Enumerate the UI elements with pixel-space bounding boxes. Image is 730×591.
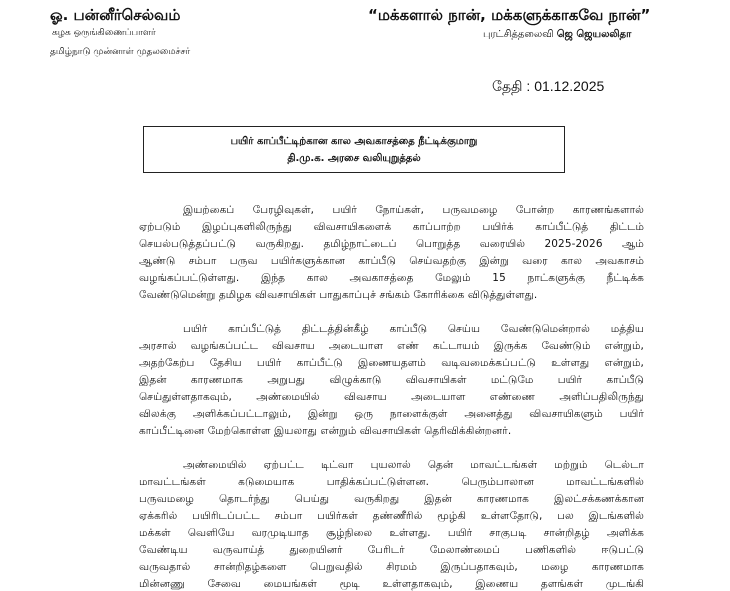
paragraph-2-line: அரசால் வழங்கப்பட்ட விவசாய அடையாள எண் கட்டாயம் இருக்க வேண்டும் என்றும்,	[139, 340, 644, 352]
paragraph-2-line: காப்பீட்டினை மேற்கொள்ள இயலாது என்றும் விவசாயிகள் தெரிவிக்கின்றனர்.	[139, 425, 512, 437]
paragraph-3-line: வேண்டிய வருவாய்த் துறையினர் பேரிடர் மேலாண்மைப் பணிகளில் ஈடுபட்டு	[139, 544, 644, 556]
date-line	[492, 78, 604, 97]
title-line-1: பயிர் காப்பீட்டிற்கான கால அவகாசத்தை நீட்டிக்குமாறு	[230, 136, 478, 147]
paragraph-3-line: மின்னணு சேவை மையங்கள் மூடி உள்ளதாகவும், இணைய தளங்கள் முடங்கி	[139, 578, 644, 590]
author-role-former-cm: தமிழ்நாடு முன்னாள் முதலமைச்சர்	[50, 47, 191, 57]
author-role-party: கழக ஒருங்கிணைப்பாளர்	[52, 28, 156, 38]
paragraph-3-line: மக்கள் வெளியே வரமுடியாத சூழ்நிலை உள்ளது. பயிர் சாகுபடி சான்றிதழ் அளிக்க	[139, 527, 644, 539]
paragraph-1-line: ஆண்டு சம்பா பருவ பயிர்களுக்கான காப்பீடு செய்வதற்கு இன்று வரை கால அவகாசம்	[139, 255, 644, 267]
paragraph-2-line: இதன் காரணமாக அறுபது விழுக்காடு விவசாயிகள் மட்டுமே பயிர் காப்பீடு	[139, 374, 644, 386]
leader-credit	[483, 29, 631, 41]
paragraph-3-line: வருவதால் சான்றிதழ்களை பெறுவதில் சிரமம் இருப்பதாகவும், மழை காரணமாக	[139, 561, 644, 573]
slogan: “மக்களால் நான், மக்களுக்காகவே நான்”	[368, 6, 651, 24]
paragraph-1-line: செயல்படுத்தப்பட்டு வருகிறது. தமிழ்நாட்டைப் பொறுத்த வரையில் 2025-2026 ஆம்	[139, 238, 644, 250]
paragraph-2-line: அதற்கேற்ப தேசிய பயிர் காப்பீட்டு இணையதளம் வடிவமைக்கப்பட்டு உள்ளது என்றும்,	[139, 357, 644, 369]
press-release-title-box	[143, 126, 565, 173]
paragraph-1-line: வேண்டுமென்று தமிழக விவசாயிகள் பாதுகாப்புச் சங்கம் கோரிக்கை விடுத்துள்ளது.	[139, 289, 538, 301]
author-name: ஓ. பன்னீர்செல்வம்	[50, 6, 181, 24]
leader-name: ஜெ ஜெயலலிதா	[556, 29, 632, 40]
paragraph-2-line: பயிர் காப்பீட்டுத் திட்டத்தின்கீழ் காப்பீடு செய்ய வேண்டுமென்றால் மத்திய	[183, 323, 644, 335]
paragraph-3-line: ஏக்கரில் பயிரிடப்பட்ட சம்பா பயிர்கள் தண்ணீரில் மூழ்கி உள்ளதோடு, பல இடங்களில்	[139, 510, 644, 522]
paragraph-2-line: விலக்கு அளிக்கப்பட்டாலும், இன்று ஒரு நாளைக்குள் அனைத்து விவசாயிகளும் பயிர்	[139, 408, 644, 420]
paragraph-2-line: செய்துள்ளதாகவும், அண்மையில் விவசாய அடையாள எண்ணை அளிப்பதிலிருந்து	[139, 391, 644, 403]
paragraph-1-line: வழங்கப்பட்டுள்ளது. இந்த கால அவகாசத்தை மேலும் 15 நாட்களுக்கு நீட்டிக்க	[139, 272, 644, 284]
paragraph-1-line: இயற்கைப் பேரழிவுகள், பயிர் நோய்கள், பருவமழை போன்ற காரணங்களால்	[183, 204, 644, 216]
paragraph-3-line: மாவட்டங்கள் கடுமையாக பாதிக்கப்பட்டுள்ளன. பெரும்பாலான மாவட்டங்களில்	[139, 476, 644, 488]
paragraph-3-line: பருவமழை தொடர்ந்து பெய்து வருகிறது இதன் காரணமாக இலட்சக்கணக்கான	[139, 493, 644, 505]
paragraph-3-line: அண்மையில் ஏற்பட்ட டிட்வா புயலால் தென் மாவட்டங்கள் மற்றும் டெல்டா	[183, 459, 644, 471]
date-label: தேதி :	[492, 78, 531, 94]
date-value: 01.12.2025	[534, 78, 605, 94]
paragraph-1-line: ஏற்படும் இழப்புகளிலிருந்து விவசாயிகளைக் காப்பாற்ற பயிர்க் காப்பீட்டுத் திட்டம்	[139, 221, 644, 233]
title-line-2: தி.மு.க. அரசை வலியுறுத்தல்	[287, 153, 421, 164]
leader-title: புரட்சித்தலைவி	[483, 29, 554, 40]
